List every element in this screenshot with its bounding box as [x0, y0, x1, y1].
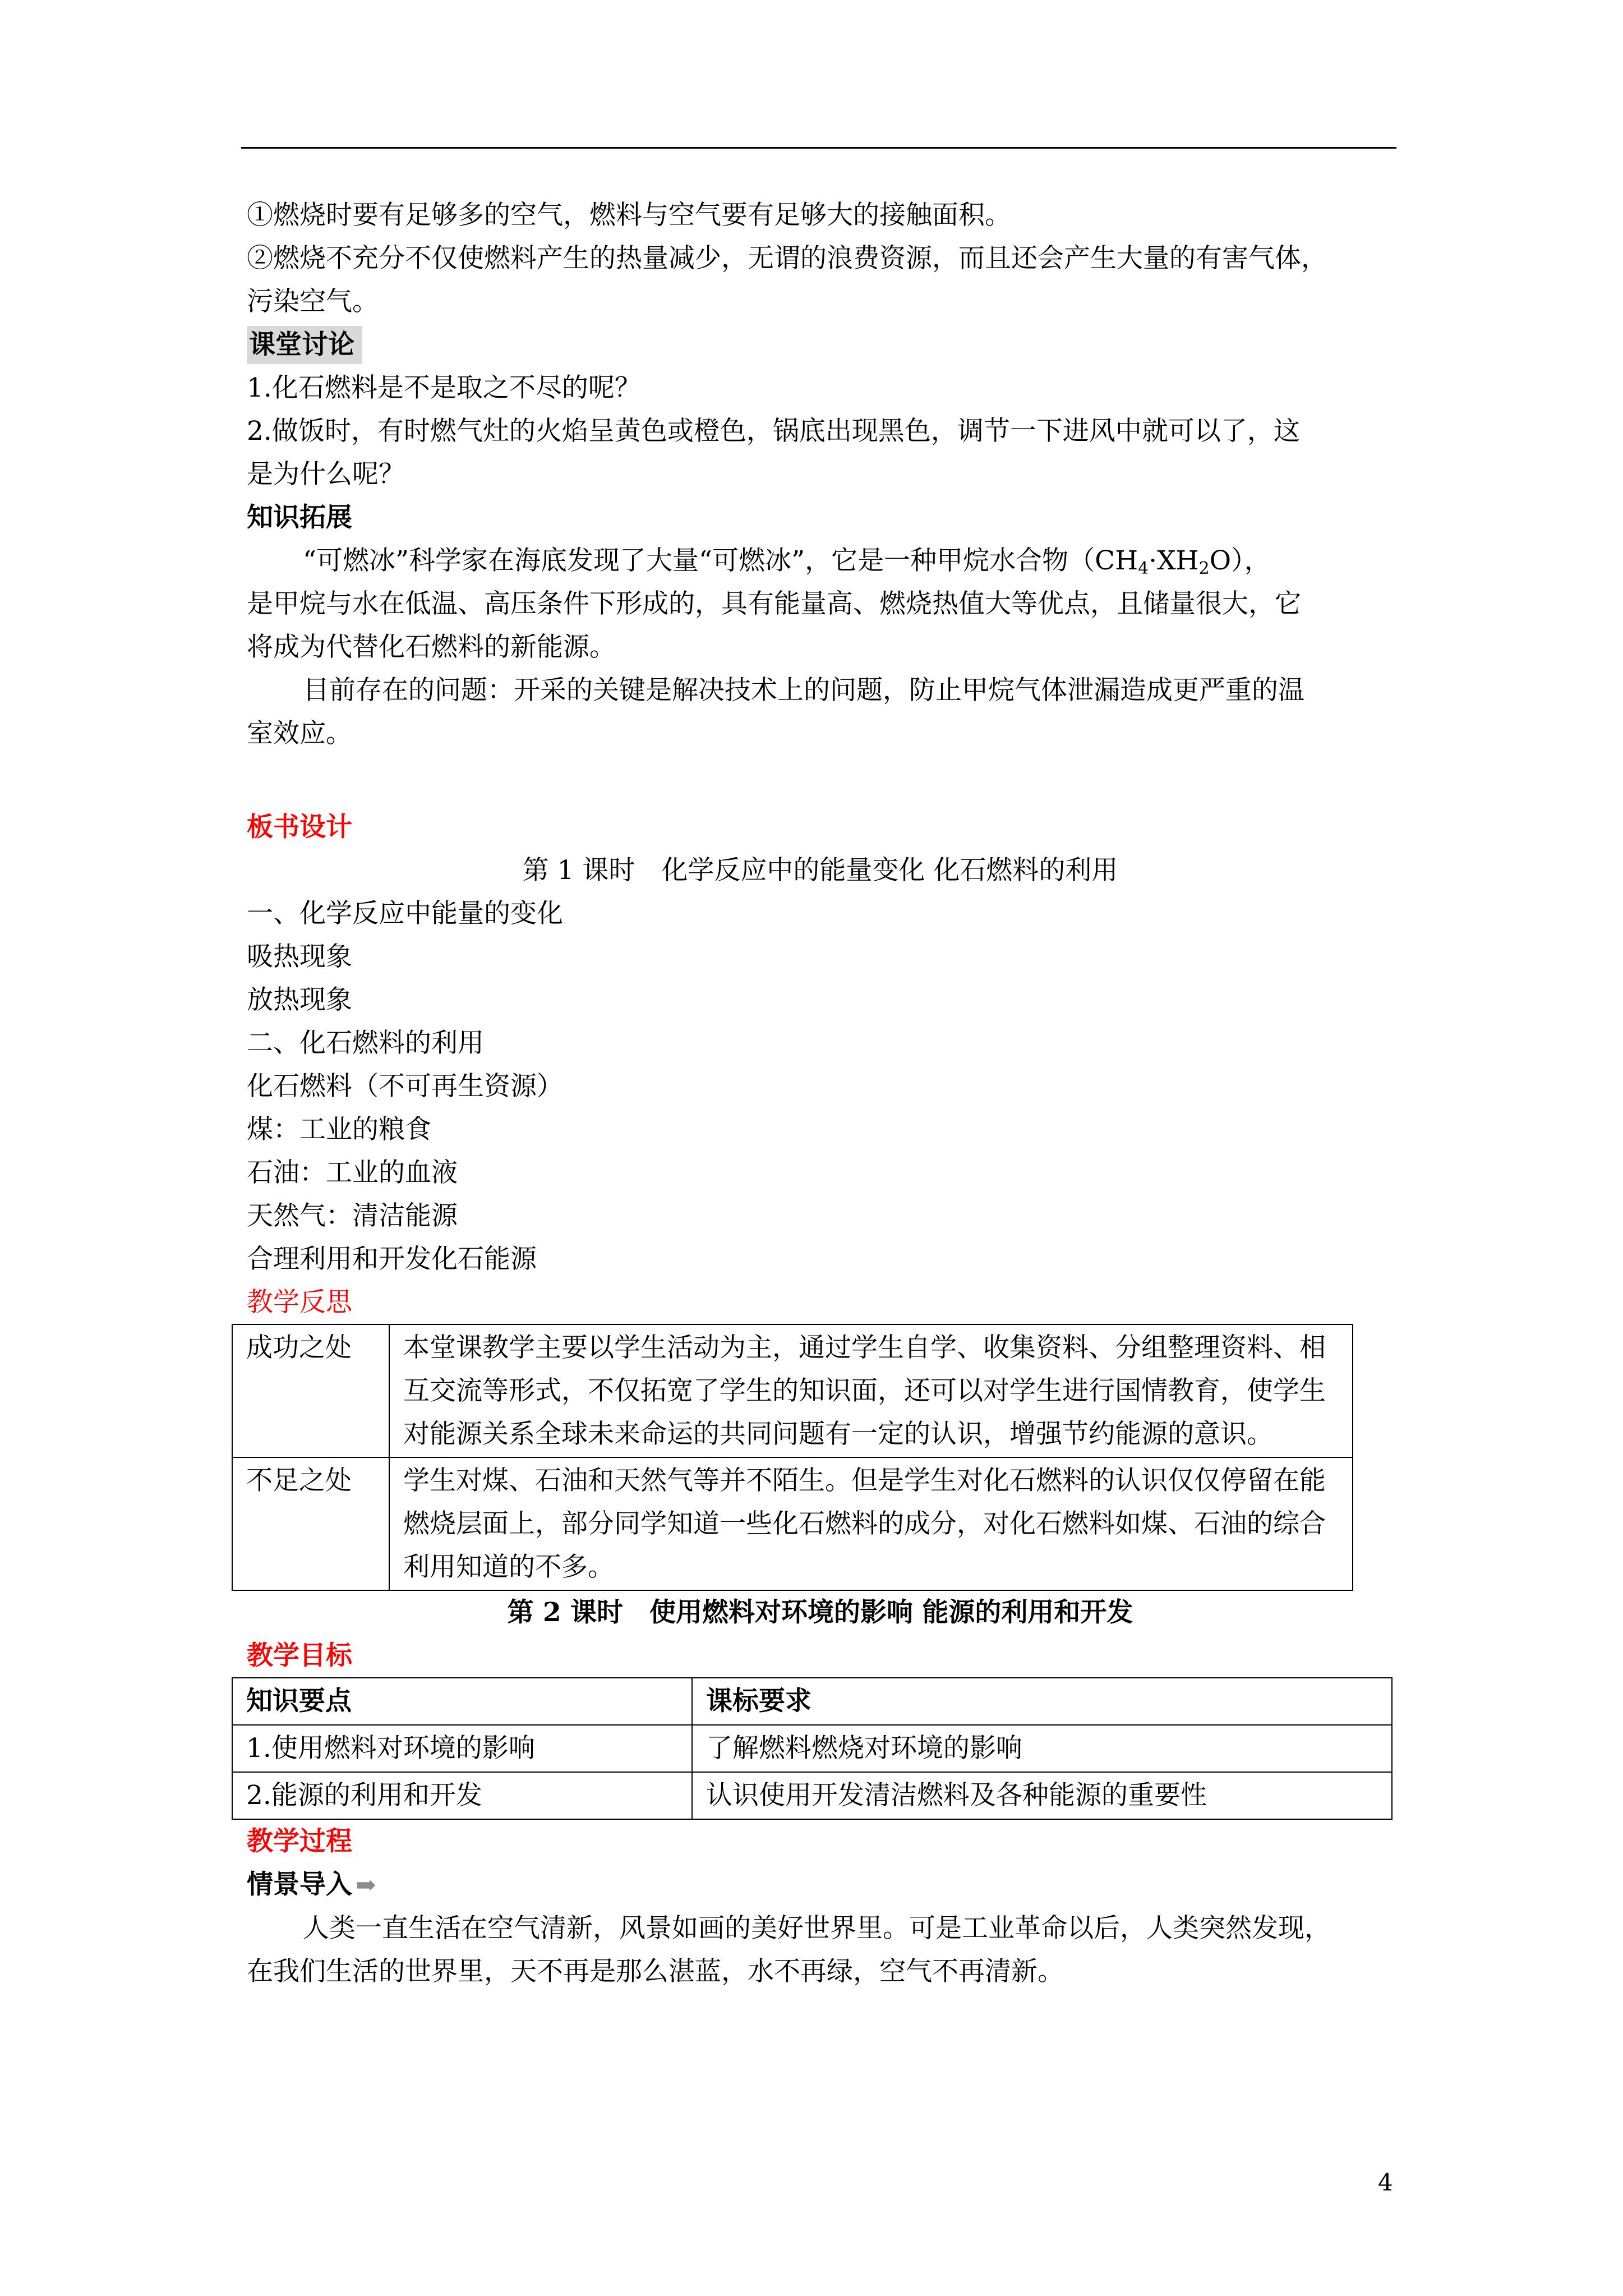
extension-paragraph-1-line3: 将成为代替化石燃料的新能源。	[247, 632, 616, 662]
page-content	[247, 194, 1394, 1993]
extension-paragraph-2: 目前存在的问题：开采的关键是解决技术上的问题，防止甲烷气体泄漏造成更严重的温	[303, 675, 1304, 706]
combustion-point-2: ②燃烧不充分不仅使燃料产生的热量减少，无谓的浪费资源，而且还会产生大量的有害气体，	[247, 243, 1327, 274]
lesson2-title: 第 2 课时 使用燃料对环境的影响 能源的利用和开发	[507, 1597, 1133, 1628]
board-item: 合理利用和开发化石能源	[247, 1244, 537, 1274]
extension-paragraph-1	[247, 539, 1394, 582]
board-title: 第 1 课时 化学反应中的能量变化 化石燃料的利用	[522, 855, 1118, 886]
combustion-point-2-cont: 污染空气。	[247, 286, 379, 317]
table-row	[232, 1457, 1353, 1590]
goals-table	[232, 1677, 1393, 1820]
board-design-heading: 板书设计	[247, 812, 352, 843]
goals-heading: 教学目标	[247, 1640, 352, 1671]
extension-paragraph-1-line2: 是甲烷与水在低温、高压条件下形成的，具有能量高、燃烧热值大等优点，且储量很大，它	[247, 588, 1301, 619]
reflection-heading: 教学反思	[247, 1287, 352, 1318]
board-item: 一、化学反应中能量的变化	[247, 898, 563, 929]
subscript: 2	[1198, 559, 1210, 578]
board-item: 放热现象	[247, 984, 352, 1015]
reflection-table	[232, 1324, 1353, 1591]
table-cell: 2.能源的利用和开发	[232, 1772, 692, 1819]
subscript: 4	[1138, 559, 1149, 578]
table-cell: 1.使用燃料对环境的影响	[232, 1725, 692, 1772]
extension-heading: 知识拓展	[247, 502, 352, 533]
extension-text: O），	[1209, 545, 1271, 576]
discussion-heading-row	[247, 323, 1394, 366]
arrow-right-icon: ➡	[356, 1871, 376, 1899]
spacer	[247, 755, 1394, 806]
extension-text: “可燃冰”科学家在海底发现了大量“可燃冰”，它是一种甲烷水合物（CH	[303, 545, 1138, 576]
board-item: 吸热现象	[247, 941, 352, 972]
intro-heading: 情景导入	[247, 1869, 352, 1900]
discussion-heading: 课堂讨论	[247, 326, 362, 364]
table-header: 课标要求	[692, 1678, 1392, 1725]
reflection-text: 本堂课教学主要以学生活动为主，通过学生自学、收集资料、分组整理资料、相互交流等形式，不仅拓宽了学生的知识面，还可以对学生进行国情教育，使学生对能源关系全球未来命运的共同问题有一定的认识，增强节约能源的意识。	[389, 1324, 1353, 1457]
table-cell: 了解燃料燃烧对环境的影响	[692, 1725, 1392, 1772]
intro-heading-row	[247, 1863, 1394, 1907]
board-item: 煤：工业的粮食	[247, 1114, 431, 1145]
table-header: 知识要点	[232, 1678, 692, 1725]
table-header-row	[232, 1678, 1392, 1725]
table-row	[232, 1725, 1392, 1772]
table-cell: 认识使用开发清洁燃料及各种能源的重要性	[692, 1772, 1392, 1819]
table-row	[232, 1324, 1353, 1457]
reflection-label: 不足之处	[232, 1457, 389, 1590]
process-heading: 教学过程	[247, 1826, 352, 1857]
reflection-label: 成功之处	[232, 1324, 389, 1457]
reflection-text: 学生对煤、石油和天然气等并不陌生。但是学生对化石燃料的认识仅仅停留在能燃烧层面上，部分同学知道一些化石燃料的成分，对化石燃料如煤、石油的综合利用知道的不多。	[389, 1457, 1353, 1590]
extension-text: ·XH	[1149, 545, 1199, 576]
page-number: 4	[1378, 2169, 1393, 2196]
discussion-question-2-cont: 是为什么呢？	[247, 459, 405, 490]
discussion-question-1: 1.化石燃料是不是取之不尽的呢？	[247, 372, 641, 403]
board-item: 二、化石燃料的利用	[247, 1028, 484, 1059]
extension-paragraph-2-line2: 室效应。	[247, 718, 352, 749]
combustion-point-1: ①燃烧时要有足够多的空气，燃料与空气要有足够大的接触面积。	[247, 200, 1011, 231]
intro-paragraph-line2: 在我们生活的世界里，天不再是那么湛蓝，水不再绿，空气不再清新。	[247, 1956, 1064, 1987]
board-item: 天然气：清洁能源	[247, 1200, 458, 1231]
discussion-question-2: 2.做饭时，有时燃气灶的火焰呈黄色或橙色，锅底出现黑色，调节一下进风中就可以了，这	[247, 416, 1300, 447]
board-item: 石油：工业的血液	[247, 1157, 458, 1188]
table-row	[232, 1772, 1392, 1819]
header-rule	[241, 147, 1396, 149]
board-item: 化石燃料（不可再生资源）	[247, 1071, 563, 1102]
intro-paragraph: 人类一直生活在空气清新，风景如画的美好世界里。可是工业革命以后，人类突然发现，	[303, 1913, 1331, 1944]
